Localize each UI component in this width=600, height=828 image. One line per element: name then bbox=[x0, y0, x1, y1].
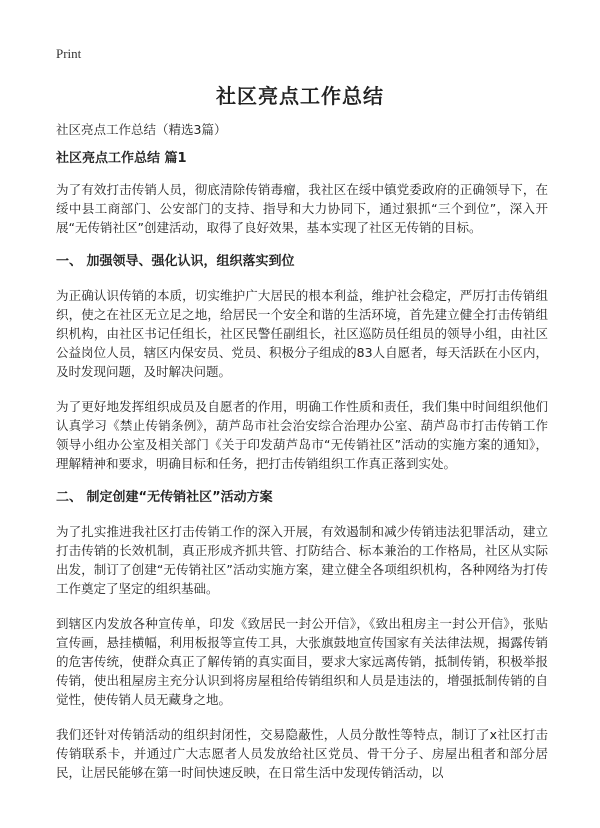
section-1-heading: 一、 加强领导、强化认识，组织落实到位 bbox=[56, 254, 295, 269]
page-title: 社区亮点工作总结 bbox=[216, 84, 384, 108]
document-subtitle: 社区亮点工作总结（精选3篇） bbox=[56, 122, 227, 137]
article-body bbox=[56, 150, 548, 798]
paragraph-section1-2: 为了更好地发挥组织成员及自愿者的作用，明确工作性质和责任，我们集中时间组织他们认真学习《禁止传销条例》，葫芦岛市社会治安综合治理办公室、葫芦岛市打击传销工作领导小组办公室及相关部门《关于印发葫芦岛市“无传销社区”活动的实施方案的通知》，理解精神和要求，明确目标和任务，把打击传销组织工作真正落到实处。 bbox=[56, 399, 548, 471]
article-heading: 社区亮点工作总结 篇1 bbox=[56, 151, 187, 166]
paragraph-section2-3: 我们还针对传销活动的组织封闭性，交易隐蔽性，人员分散性等特点，制订了x社区打击传销联系卡，并通过广大志愿者人员发放给社区党员、骨干分子、房屋出租者和部分居民，让居民能够在第一时间快速反映，在日常生活中发现传销活动，以 bbox=[56, 727, 548, 780]
print-link[interactable]: Print bbox=[56, 46, 82, 61]
paragraph-section2-1: 为了扎实推进我社区打击传销工作的深入开展，有效遏制和减少传销违法犯罪活动，建立打击传销的长效机制，真正形成齐抓共管、打防结合、标本兼治的工作格局，社区从实际出发，制订了创建“无传销社区”活动实施方案，建立健全各项组织机构，各种网络为打传工作奠定了坚定的组织基础。 bbox=[56, 524, 548, 596]
paragraph-section1-1: 为正确认识传销的本质，切实维护广大居民的根本利益，维护社会稳定，严厉打击传销组织，使之在社区无立足之地，给居民一个安全和谐的生活环境，首先建立健全打击传销组织机构，由社区书记任组长，社区民警任副组长，社区巡防员任组员的领导小组，由社区公益岗位人员，辖区内保安员、党员、积极分子组成的83人自愿者，每天活跃在小区内，及时发现问题，及时解决问题。 bbox=[56, 288, 548, 379]
paragraph-intro: 为了有效打击传销人员，彻底清除传销毒瘤，我社区在绥中镇党委政府的正确领导下，在绥中县工商部门、公安部门的支持、指导和大力协同下，通过狠抓“三个到位”，深入开展“无传销社区”创建活动，取得了良好效果，基本实现了社区无传销的目标。 bbox=[56, 182, 548, 235]
section-2-heading: 二、 制定创建“无传销社区”活动方案 bbox=[56, 490, 273, 505]
paragraph-section2-2: 到辖区内发放各种宣传单，印发《致居民一封公开信》，《致出租房主一封公开信》，张贴宣传画，悬挂横幅，利用板报等宣传工具，大张旗鼓地宣传国家有关法律法规，揭露传销的危害传统，使群众真正了解传销的真实面目，要求大家远离传销，抵制传销，积极举报传销，使出租屋房主充分认识到将房屋租给传销组织和人员是违法的，增强抵制传销的自觉性，使传销人员无藏身之地。 bbox=[56, 616, 548, 707]
